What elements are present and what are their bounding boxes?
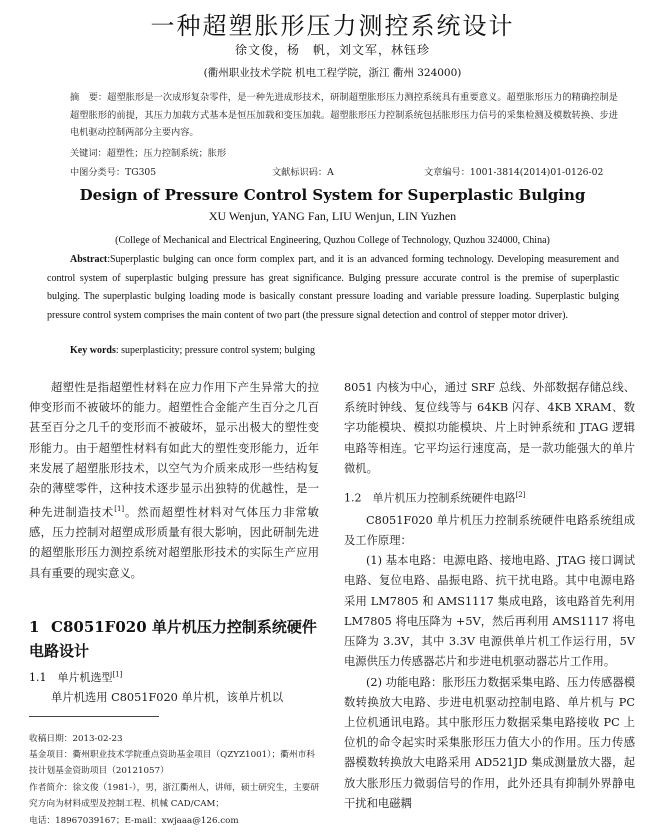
right-paragraph-3: (1) 基本电路：电源电路、接地电路、JTAG 接口调试电路、复位电路、晶振电路、抗干扰电路。其中电源电路采用 LM7805 和 AMS1117 集成电路，该电路首先利用 LM7805 将电压降为 +5V，然后再利用 AMS1117 将电压降为 3.3V，其中 3.3V 电源供单片机工作运行用，5V 电源供压力传感器芯片和步进电机驱动器芯片工作用。 <box>344 554 635 669</box>
right-paragraph-2: C8051F020 单片机压力控制系统硬件电路系统组成及工作原理： <box>344 513 635 548</box>
document-code: 文献标识码：A <box>272 167 334 178</box>
abstract-en-text: :Superplastic bulging can once form complex part, and it is an advanced forming technology. Developing measurement and control system of superplastic bulging pressure has great significance. Bulging pressure accurate control is the premise of superplastic bulging. The superplastic bulging loading mode is basically constant pressure loading and variable pressure loading. Superplastic bulging pressure control system comprises the main content of two part (the pressure signal detection and control of stepper motor driver). <box>47 254 619 321</box>
intro-text-2: 。然而超塑性材料对气体压力非常敏感，压力控制对超塑成形质量有很大影响，因此研制先进的超塑胀形压力测控系统对超塑胀形技术的实际生产应用具有重要的现实意义。 <box>29 505 319 580</box>
authors-cn: 徐文俊，杨 帆，刘文军，林钰珍 <box>234 43 430 57</box>
affiliation-en: (College of Mechanical and Electrical Engineering, Quzhou College of Technology, Quzhou 324000, China) <box>115 235 550 246</box>
affiliation-cn: (衢州职业技术学院 机电工程学院，浙江 衢州 324000) <box>203 67 462 79</box>
subsection-1-2-title: 1.2 单片机压力控制系统硬件电路 <box>344 491 516 505</box>
article-number: 文章编号：1001-3814(2014)01-0126-02 <box>424 167 604 178</box>
subsection-1-1-citation: [1] <box>112 670 123 679</box>
section-1-title: C8051F020 单片机压力控制系统硬件电路设计 <box>29 618 317 660</box>
subsection-1-2-heading <box>344 485 635 509</box>
paper-title-cn: 一种超塑胀形压力测控系统设计 <box>150 12 515 40</box>
right-column <box>344 378 635 814</box>
clc-number: 中图分类号：TG305 <box>70 167 157 178</box>
subsection-1-1-title: 1.1 单片机选型 <box>29 671 113 684</box>
footnote-contact: 电话：18967039167；E-mail：xwjaaa@126.com <box>29 816 239 826</box>
paper-title-en: Design of Pressure Control System for Superplastic Bulging <box>79 186 586 204</box>
abstract-cn: 摘 要：超塑胀形是一次成形复杂零件，是一种先进成形技术，研制超塑胀形压力测控系统具有重要意义。超塑胀形压力的精确控制是超塑胀形的前提，其压力加载方式基本是恒压加载和变压加载。超塑胀形压力控制系统包括胀形压力信号的采集检测及模数转换、步进电机驱动控制两部分主要内容。 <box>70 92 618 138</box>
authors-en: XU Wenjun, YANG Fan, LIU Wenjun, LIN Yuzhen <box>208 209 457 223</box>
right-paragraph-1: 8051 内核为中心，通过 SRF 总线、外部数据存储总线、系统时钟线、复位线等与 64KB 闪存、4KB XRAM、数字功能模块、模拟功能模块、片上时钟系统和 JTAG 逻辑电路等相连。它平均运行速度高，是一款功能强大的单片微机。 <box>344 381 635 475</box>
subsection-1-1-text: 单片机选用 C8051F020 单片机，该单片机以 <box>51 691 284 704</box>
abstract-en <box>47 251 619 325</box>
intro-citation: [1] <box>114 505 125 514</box>
footnote-received: 收稿日期：2013-02-23 <box>29 734 123 744</box>
footnote-author: 作者简介：徐文俊（1981-），男，浙江衢州人，讲师，硕士研究生，主要研究方向为材料成型及控制工程、机械 CAD/CAM； <box>29 783 320 810</box>
section-1-number: 1 <box>29 618 40 636</box>
keywords-en-text: : superplasticity; pressure control system; bulging <box>115 345 315 356</box>
keywords-en-label: Key words <box>70 345 116 356</box>
footnote-divider <box>29 716 159 717</box>
subsection-1-1-paragraph <box>29 688 319 708</box>
subsection-1-2-citation: [2] <box>515 491 526 500</box>
keywords-en <box>70 345 315 356</box>
subsection-1-1-heading <box>29 669 122 685</box>
intro-text: 超塑性是指超塑性材料在应力作用下产生异常大的拉伸变形而不被破坏的能力。超塑性合金能产生百分之几百甚至百分之几千的变形而不被破坏，显示出极大的塑性变形能力。由于超塑性材料有如此大的塑性变形能力，近年来发展了超塑胀形技术，以空气为介质来成形一些结构复杂的薄壁零件，这种技术逐步显示出独特的优越性，是一种先进制造技术 <box>29 381 319 519</box>
intro-paragraph <box>29 378 319 584</box>
section-1-heading <box>29 615 319 663</box>
abstract-en-label: Abstract <box>70 254 108 265</box>
keywords-cn: 关键词：超塑性；压力控制系统；胀形 <box>70 148 227 159</box>
footnote-fund: 基金项目：衢州职业技术学院重点资助基金项目（QZYZ1001）；衢州市科技计划基金资助项目（20121057） <box>29 750 315 777</box>
right-paragraph-4: (2) 功能电路：胀形压力数据采集电路、压力传感器模数转换放大电路、步进电机驱动控制电路、单片机与 PC 上位机通讯电路。其中胀形压力数据采集电路接收 PC 上位机的命令起实时采集胀形压力值大小的作用。压力传感器模数转换放大电路采用 AD521JD 集成测量放大器，起放大胀形压力微弱信号的作用，此外还具有抑制外界静电干扰和电磁耦 <box>344 675 635 810</box>
